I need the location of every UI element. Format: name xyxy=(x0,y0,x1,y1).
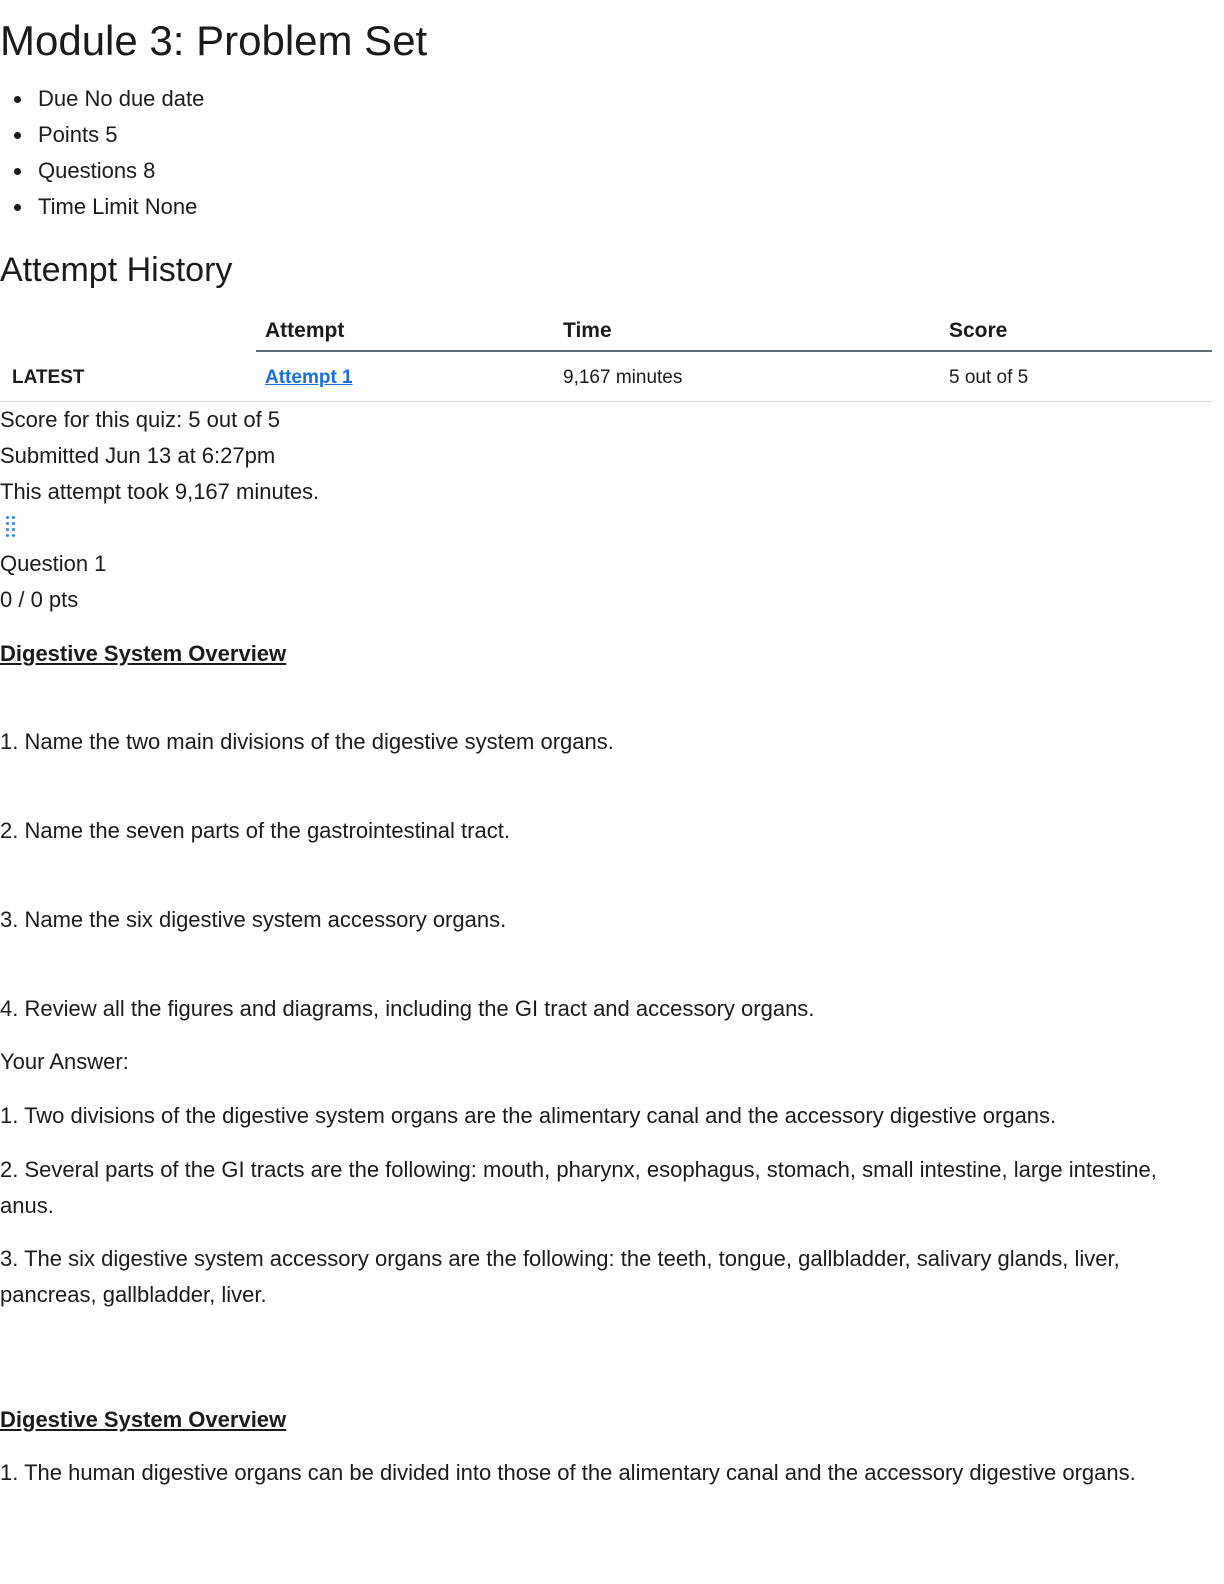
quiz-score-text: Score for this quiz: 5 out of 5 xyxy=(0,407,281,432)
attempt-history-title: Attempt History xyxy=(0,251,233,289)
detail-time-limit: Time Limit None xyxy=(0,189,204,225)
detail-due: Due No due date xyxy=(0,81,204,117)
answer-2: 2. Several parts of the GI tracts are the following: mouth, pharynx, esophagus, stomach, small intestine, large intestine, anus. xyxy=(0,1157,1157,1218)
attempt-1-link[interactable]: Attempt 1 xyxy=(265,367,353,388)
prompt-4: 4. Review all the figures and diagrams, including the GI tract and accessory organs. xyxy=(0,996,815,1021)
latest-label: LATEST xyxy=(12,367,85,388)
column-header-attempt: Attempt xyxy=(265,319,345,342)
answer-key-1: 1. The human digestive organs can be divided into those of the alimentary canal and the accessory digestive organs. xyxy=(0,1460,1136,1485)
question-points: 0 / 0 pts xyxy=(0,587,79,612)
column-header-score: Score xyxy=(949,319,1008,342)
question-meta xyxy=(0,546,106,618)
attempt-duration-text: This attempt took 9,167 minutes. xyxy=(0,479,320,504)
attempt-score-value: 5 out of 5 xyxy=(949,367,1029,388)
attempt-history-table xyxy=(0,308,1212,403)
prompt-2: 2. Name the seven parts of the gastrointestinal tract. xyxy=(0,818,510,843)
answer-1: 1. Two divisions of the digestive system organs are the alimentary canal and the accessory digestive organs. xyxy=(0,1103,1057,1128)
question-label: Question 1 xyxy=(0,551,107,576)
question-heading: Digestive System Overview xyxy=(0,641,287,666)
submission-summary xyxy=(0,402,319,510)
submitted-text: Submitted Jun 13 at 6:27pm xyxy=(0,443,276,468)
detail-points: Points 5 xyxy=(0,117,204,153)
detail-questions: Questions 8 xyxy=(0,153,204,189)
attempt-time-value: 9,167 minutes xyxy=(563,367,683,388)
prompt-1: 1. Name the two main divisions of the digestive system organs. xyxy=(0,729,614,754)
table-header-divider xyxy=(256,350,1212,352)
quiz-details-list xyxy=(0,81,204,225)
your-answer-label: Your Answer: xyxy=(0,1049,129,1074)
prompt-3: 3. Name the six digestive system accessory organs. xyxy=(0,907,507,932)
page-title: Module 3: Problem Set xyxy=(0,17,428,64)
column-header-time: Time xyxy=(563,319,612,342)
answer-3: 3. The six digestive system accessory organs are the following: the teeth, tongue, gallbladder, salivary glands, liver, pancreas, gallbladder, liver. xyxy=(0,1246,1120,1307)
drag-handle-icon[interactable] xyxy=(4,514,18,542)
answer-key-heading: Digestive System Overview xyxy=(0,1407,287,1432)
